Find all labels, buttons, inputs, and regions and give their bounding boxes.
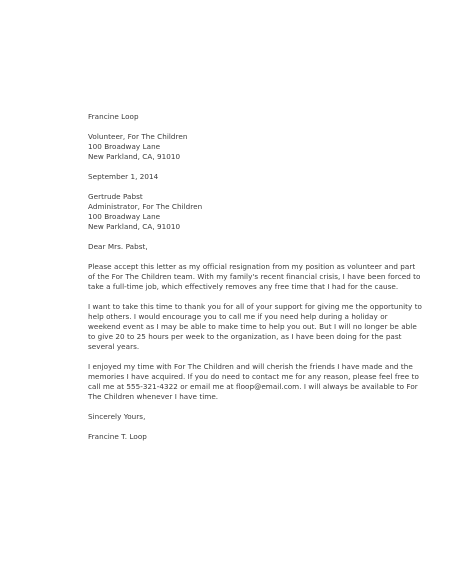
body-paragraph-3 [88, 362, 419, 402]
recipient-name: Gertrude Pabst [88, 192, 143, 201]
recipient-city: New Parkland, CA, 91010 [88, 222, 181, 231]
paragraph-line: weekend event as I may be able to make time to help you out. But I will no longer be able [88, 322, 417, 331]
paragraph-line: several years. [88, 342, 140, 351]
sender-address-block [88, 132, 388, 162]
paragraph-line: memories I have acquired. If you do need to contact me for any reason, please feel free to [88, 372, 419, 381]
salutation: Dear Mrs. Pabst, [88, 242, 148, 251]
recipient-street: 100 Broadway Lane [88, 212, 161, 221]
signature-name: Francine T. Loop [88, 432, 147, 441]
sender-street: 100 Broadway Lane [88, 142, 161, 151]
paragraph-line: I want to take this time to thank you for all of your support for giving me the opportunity to [88, 302, 423, 311]
body-paragraph-2 [88, 302, 423, 352]
paragraph-line: of the For The Children team. With my family's recent financial crisis, I have been forced to [88, 272, 421, 281]
paragraph-line: I enjoyed my time with For The Children and will cherish the friends I have made and the [88, 362, 413, 371]
sender-name: Francine Loop [88, 112, 139, 121]
closing: Sincerely Yours, [88, 412, 146, 421]
recipient-address-block [88, 192, 388, 232]
paragraph-line: to give 20 to 25 hours per week to the organization, as I have been doing for the past [88, 332, 402, 341]
paragraph-line: call me at 555-321-4322 or email me at floop@email.com. I will always be available to For [88, 382, 418, 391]
paragraph-line: take a full-time job, which effectively removes any free time that I had for the cause. [88, 282, 399, 291]
body-paragraph-1 [88, 262, 421, 292]
resignation-letter [88, 112, 423, 442]
recipient-title: Administrator, For The Children [88, 202, 203, 211]
sender-title: Volunteer, For The Children [88, 132, 188, 141]
sender-city: New Parkland, CA, 91010 [88, 152, 181, 161]
letter-date: September 1, 2014 [88, 172, 159, 181]
paragraph-line: Please accept this letter as my official resignation from my position as volunteer and part [88, 262, 416, 271]
paragraph-line: The Children whenever I have time. [88, 392, 219, 401]
paragraph-line: help others. I would encourage you to call me if you need help during a holiday or [88, 312, 388, 321]
